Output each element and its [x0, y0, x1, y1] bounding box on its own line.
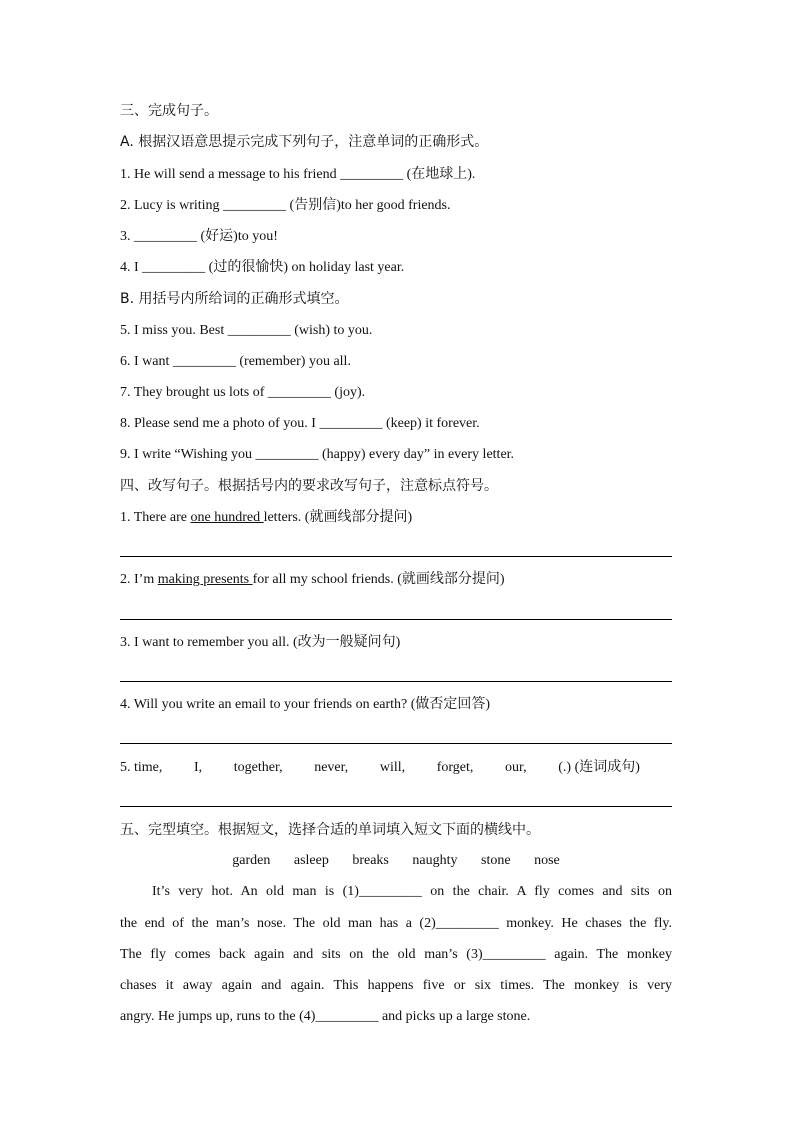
exercise-item-4: 4. I _________ (过的很愉快) on holiday last year. [120, 260, 405, 275]
rewrite-question-2-end: for all my school friends. (就画线部分提问) [252, 572, 505, 587]
section-5-heading: 五、完型填空。根据短文，选择合适的单词填入短文下面的横线中。 [120, 822, 540, 838]
exercise-item-3: 3. _________ (好运)to you! [120, 229, 278, 244]
exercise-item-2: 2. Lucy is writing _________ (告别信)to her good friends. [120, 198, 451, 213]
answer-line-5[interactable] [120, 806, 672, 807]
scrambled-word: our, [505, 760, 527, 775]
passage-line-4: chases it away again and again. This happens five or six times. The monkey is very [120, 978, 672, 993]
scrambled-word: together, [233, 760, 283, 775]
answer-line-3[interactable] [120, 681, 672, 682]
scrambled-word: I, [194, 760, 203, 775]
answer-line-4[interactable] [120, 743, 672, 744]
word-bank-item: nose [534, 853, 560, 868]
rewrite-question-1-underlined: one hundred [190, 510, 264, 525]
scrambled-instruction: (.) (连词成句) [558, 760, 640, 775]
rewrite-question-2-start: 2. I’m [120, 572, 158, 587]
passage-line-3: The fly comes back again and sits on the old man’s (3)_________ again. The monkey [120, 947, 672, 962]
scrambled-word: 5. time, [120, 760, 163, 775]
passage-line-5: angry. He jumps up, runs to the (4)_________ and picks up a large stone. [120, 1009, 531, 1024]
exercise-item-8: 8. Please send me a photo of you. I _________ (keep) it forever. [120, 416, 480, 431]
rewrite-question-1-end: letters. (就画线部分提问) [263, 510, 413, 525]
rewrite-question-5 [120, 758, 640, 778]
scrambled-word: never, [314, 760, 349, 775]
section-3-heading: 三、完成句子。 [120, 103, 218, 119]
word-bank [120, 851, 672, 871]
rewrite-question-2-underlined: making presents [157, 572, 253, 587]
scrambled-word: will, [379, 760, 406, 775]
word-bank-item: garden [232, 853, 271, 868]
exercise-item-7: 7. They brought us lots of _________ (joy). [120, 385, 366, 400]
answer-line-2[interactable] [120, 619, 672, 620]
section-3-part-a-instruction: A. 根据汉语意思提示完成下列句子，注意单词的正确形式。 [120, 134, 489, 150]
passage-line-2: the end of the man’s nose. The old man has a (2)_________ monkey. He chases the fly. [120, 916, 672, 931]
passage-line-1: It’s very hot. An old man is (1)_________ on the chair. A fly comes and sits on [152, 884, 672, 899]
rewrite-question-3: 3. I want to remember you all. (改为一般疑问句) [120, 635, 401, 650]
word-bank-item: breaks [352, 853, 389, 868]
word-bank-item: naughty [412, 853, 458, 868]
section-4-heading: 四、改写句子。根据括号内的要求改写句子，注意标点符号。 [120, 478, 498, 494]
exercise-item-5: 5. I miss you. Best _________ (wish) to you. [120, 323, 373, 338]
rewrite-question-4: 4. Will you write an email to your friends on earth? (做否定回答) [120, 697, 491, 712]
answer-line-1[interactable] [120, 556, 672, 557]
rewrite-question-2 [120, 570, 505, 590]
scrambled-word: forget, [436, 760, 474, 775]
section-3-part-b-instruction: B. 用括号内所给词的正确形式填空。 [120, 291, 349, 307]
word-bank-item: asleep [293, 853, 329, 868]
word-bank-item: stone [481, 853, 511, 868]
rewrite-question-1-start: 1. There are [120, 510, 191, 525]
exercise-item-9: 9. I write “Wishing you _________ (happy) every day” in every letter. [120, 447, 515, 462]
exercise-item-1: 1. He will send a message to his friend _________ (在地球上). [120, 167, 476, 182]
rewrite-question-1 [120, 508, 412, 528]
exercise-item-6: 6. I want _________ (remember) you all. [120, 354, 351, 369]
